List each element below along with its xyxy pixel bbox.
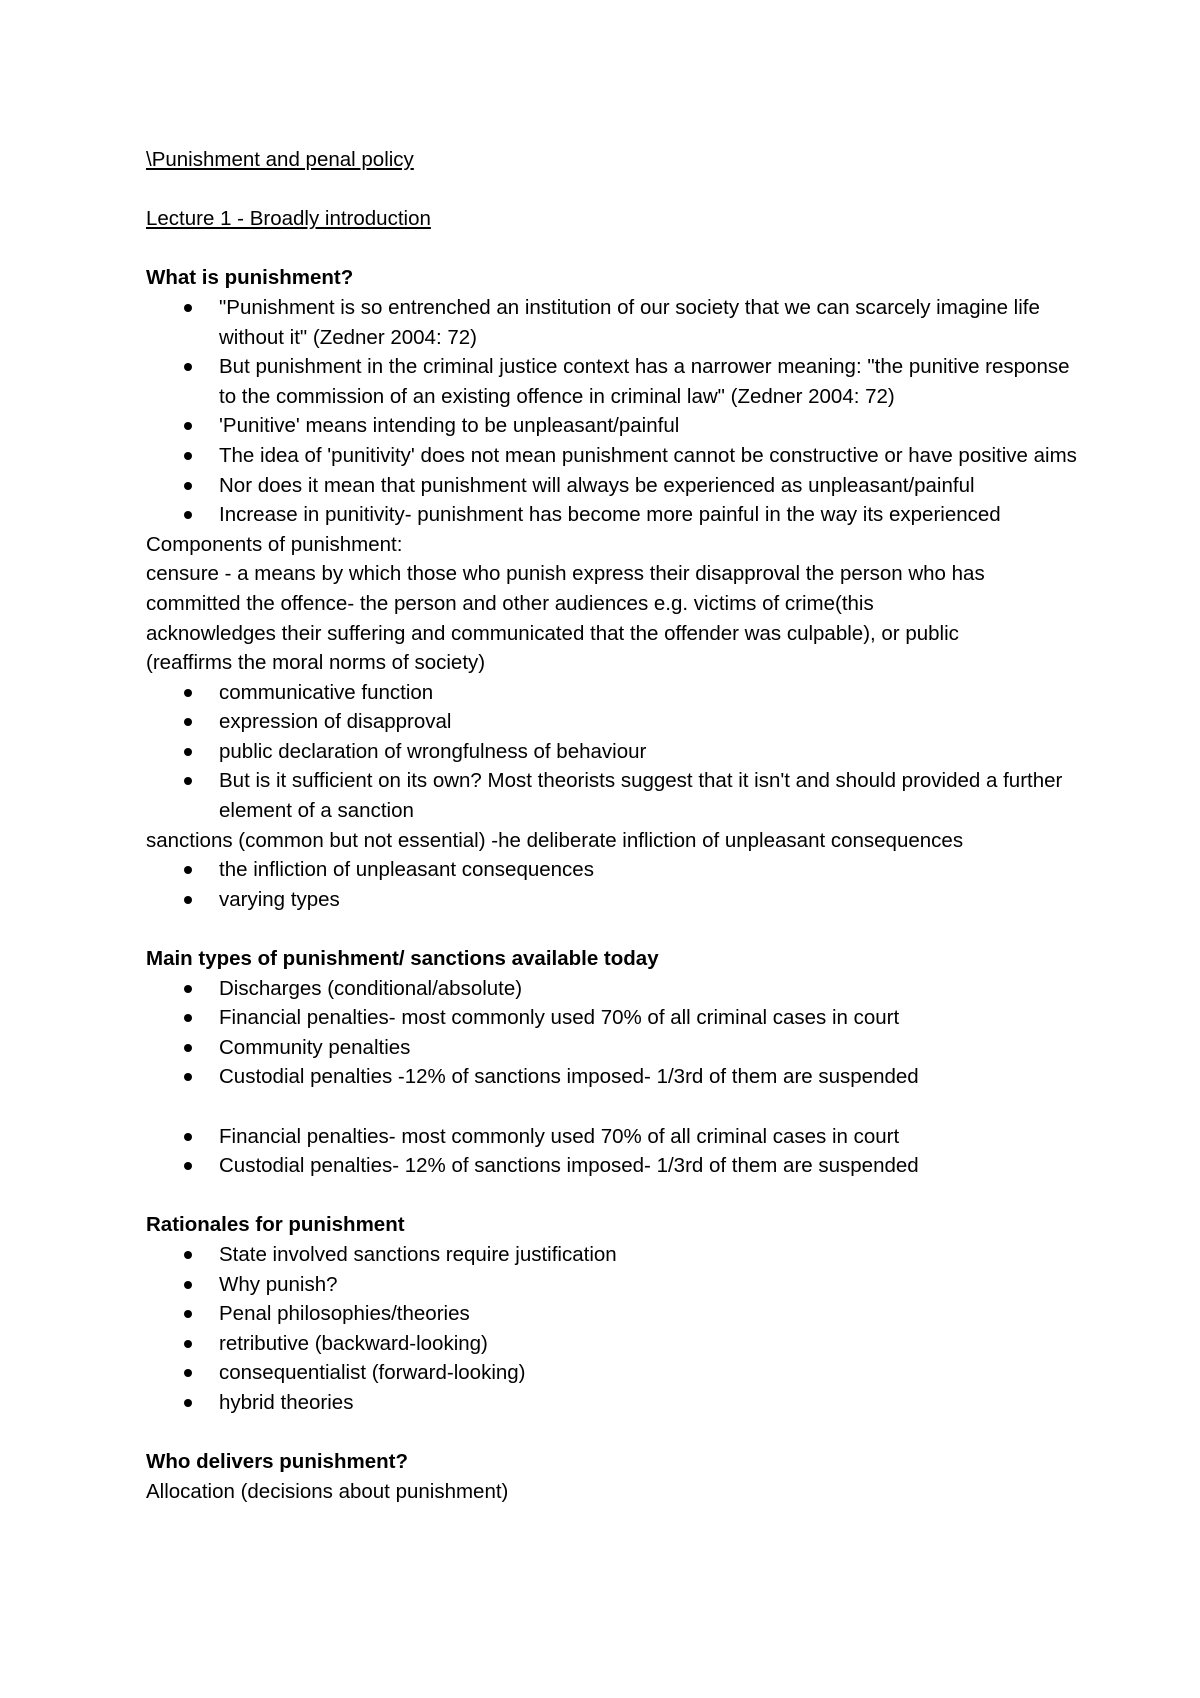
list-item: 'Punitive' means intending to be unpleasant/painful — [146, 411, 1086, 441]
bullet-icon — [184, 689, 192, 697]
list-item: Financial penalties- most commonly used 70% of all criminal cases in court — [146, 1122, 1086, 1152]
bullet-icon — [184, 866, 192, 874]
censure-text-line: acknowledges their suffering and communicated that the offender was culpable), or public — [146, 621, 959, 645]
allocation-text: Allocation (decisions about punishment) — [146, 1479, 509, 1503]
bullet-icon — [184, 718, 192, 726]
list-item: the infliction of unpleasant consequences — [146, 855, 1086, 885]
bullet-icon — [184, 1310, 192, 1318]
list-item: Penal philosophies/theories — [146, 1299, 1086, 1329]
document-title: \Punishment and penal policy — [146, 148, 414, 171]
list-item: Increase in punitivity- punishment has become more painful in the way its experienced — [146, 500, 1086, 530]
list-main-types-a — [146, 974, 1086, 1092]
heading-main-types: Main types of punishment/ sanctions available today — [146, 947, 659, 971]
list-censure — [146, 678, 1086, 826]
list-item: Financial penalties- most commonly used 70% of all criminal cases in court — [146, 1003, 1086, 1033]
list-what-is-punishment — [146, 293, 1086, 530]
bullet-icon — [184, 482, 192, 490]
bullet-icon — [184, 422, 192, 430]
list-item: The idea of 'punitivity' does not mean punishment cannot be constructive or have positive aims — [146, 441, 1086, 471]
heading-what-is-punishment: What is punishment? — [146, 266, 354, 290]
list-item: Custodial penalties- 12% of sanctions imposed- 1/3rd of them are suspended — [146, 1151, 1086, 1181]
bullet-icon — [184, 1044, 192, 1052]
list-item: But is it sufficient on its own? Most theorists suggest that it isn't and should provided a further element of a sanction — [146, 766, 1086, 825]
list-item: But punishment in the criminal justice context has a narrower meaning: "the punitive response to the commission of an existing offence in criminal law" (Zedner 2004: 72) — [146, 352, 1086, 411]
list-item: retributive (backward-looking) — [146, 1329, 1086, 1359]
bullet-icon — [184, 1399, 192, 1407]
list-item: "Punishment is so entrenched an institution of our society that we can scarcely imagine life without it" (Zedner 2004: 72) — [146, 293, 1086, 352]
list-item: hybrid theories — [146, 1388, 1086, 1418]
bullet-icon — [184, 1014, 192, 1022]
heading-who-delivers: Who delivers punishment? — [146, 1450, 408, 1474]
list-item: Discharges (conditional/absolute) — [146, 974, 1086, 1004]
list-item: Custodial penalties -12% of sanctions imposed- 1/3rd of them are suspended — [146, 1062, 1086, 1092]
sanctions-text-line: sanctions (common but not essential) -he deliberate infliction of unpleasant consequences — [146, 828, 964, 852]
components-label: Components of punishment: — [146, 532, 403, 556]
censure-text-line: (reaffirms the moral norms of society) — [146, 651, 486, 675]
list-item: Community penalties — [146, 1033, 1086, 1063]
list-item: Why punish? — [146, 1270, 1086, 1300]
bullet-icon — [184, 985, 192, 993]
bullet-icon — [184, 777, 192, 785]
list-item: varying types — [146, 885, 1086, 915]
list-item: communicative function — [146, 678, 1086, 708]
bullet-icon — [184, 1251, 192, 1259]
bullet-icon — [184, 1369, 192, 1377]
censure-text-line: censure - a means by which those who punish express their disapproval the person who has — [146, 562, 985, 586]
lecture-title: Lecture 1 - Broadly introduction — [146, 207, 431, 231]
list-sanctions — [146, 855, 1086, 914]
censure-text-line: committed the offence- the person and other audiences e.g. victims of crime(this — [146, 591, 874, 615]
bullet-icon — [184, 511, 192, 519]
bullet-icon — [184, 363, 192, 371]
list-item: State involved sanctions require justification — [146, 1240, 1086, 1270]
list-item: expression of disapproval — [146, 707, 1086, 737]
document-body — [146, 145, 1086, 1506]
bullet-icon — [184, 452, 192, 460]
heading-rationales: Rationales for punishment — [146, 1213, 405, 1237]
list-main-types-b — [146, 1122, 1086, 1181]
bullet-icon — [184, 1281, 192, 1289]
list-item: consequentialist (forward-looking) — [146, 1358, 1086, 1388]
bullet-icon — [184, 1162, 192, 1170]
list-item: public declaration of wrongfulness of behaviour — [146, 737, 1086, 767]
bullet-icon — [184, 1133, 192, 1141]
list-item: Nor does it mean that punishment will always be experienced as unpleasant/painful — [146, 471, 1086, 501]
bullet-icon — [184, 304, 192, 312]
bullet-icon — [184, 748, 192, 756]
bullet-icon — [184, 1073, 192, 1081]
bullet-icon — [184, 1340, 192, 1348]
list-rationales — [146, 1240, 1086, 1418]
bullet-icon — [184, 896, 192, 904]
